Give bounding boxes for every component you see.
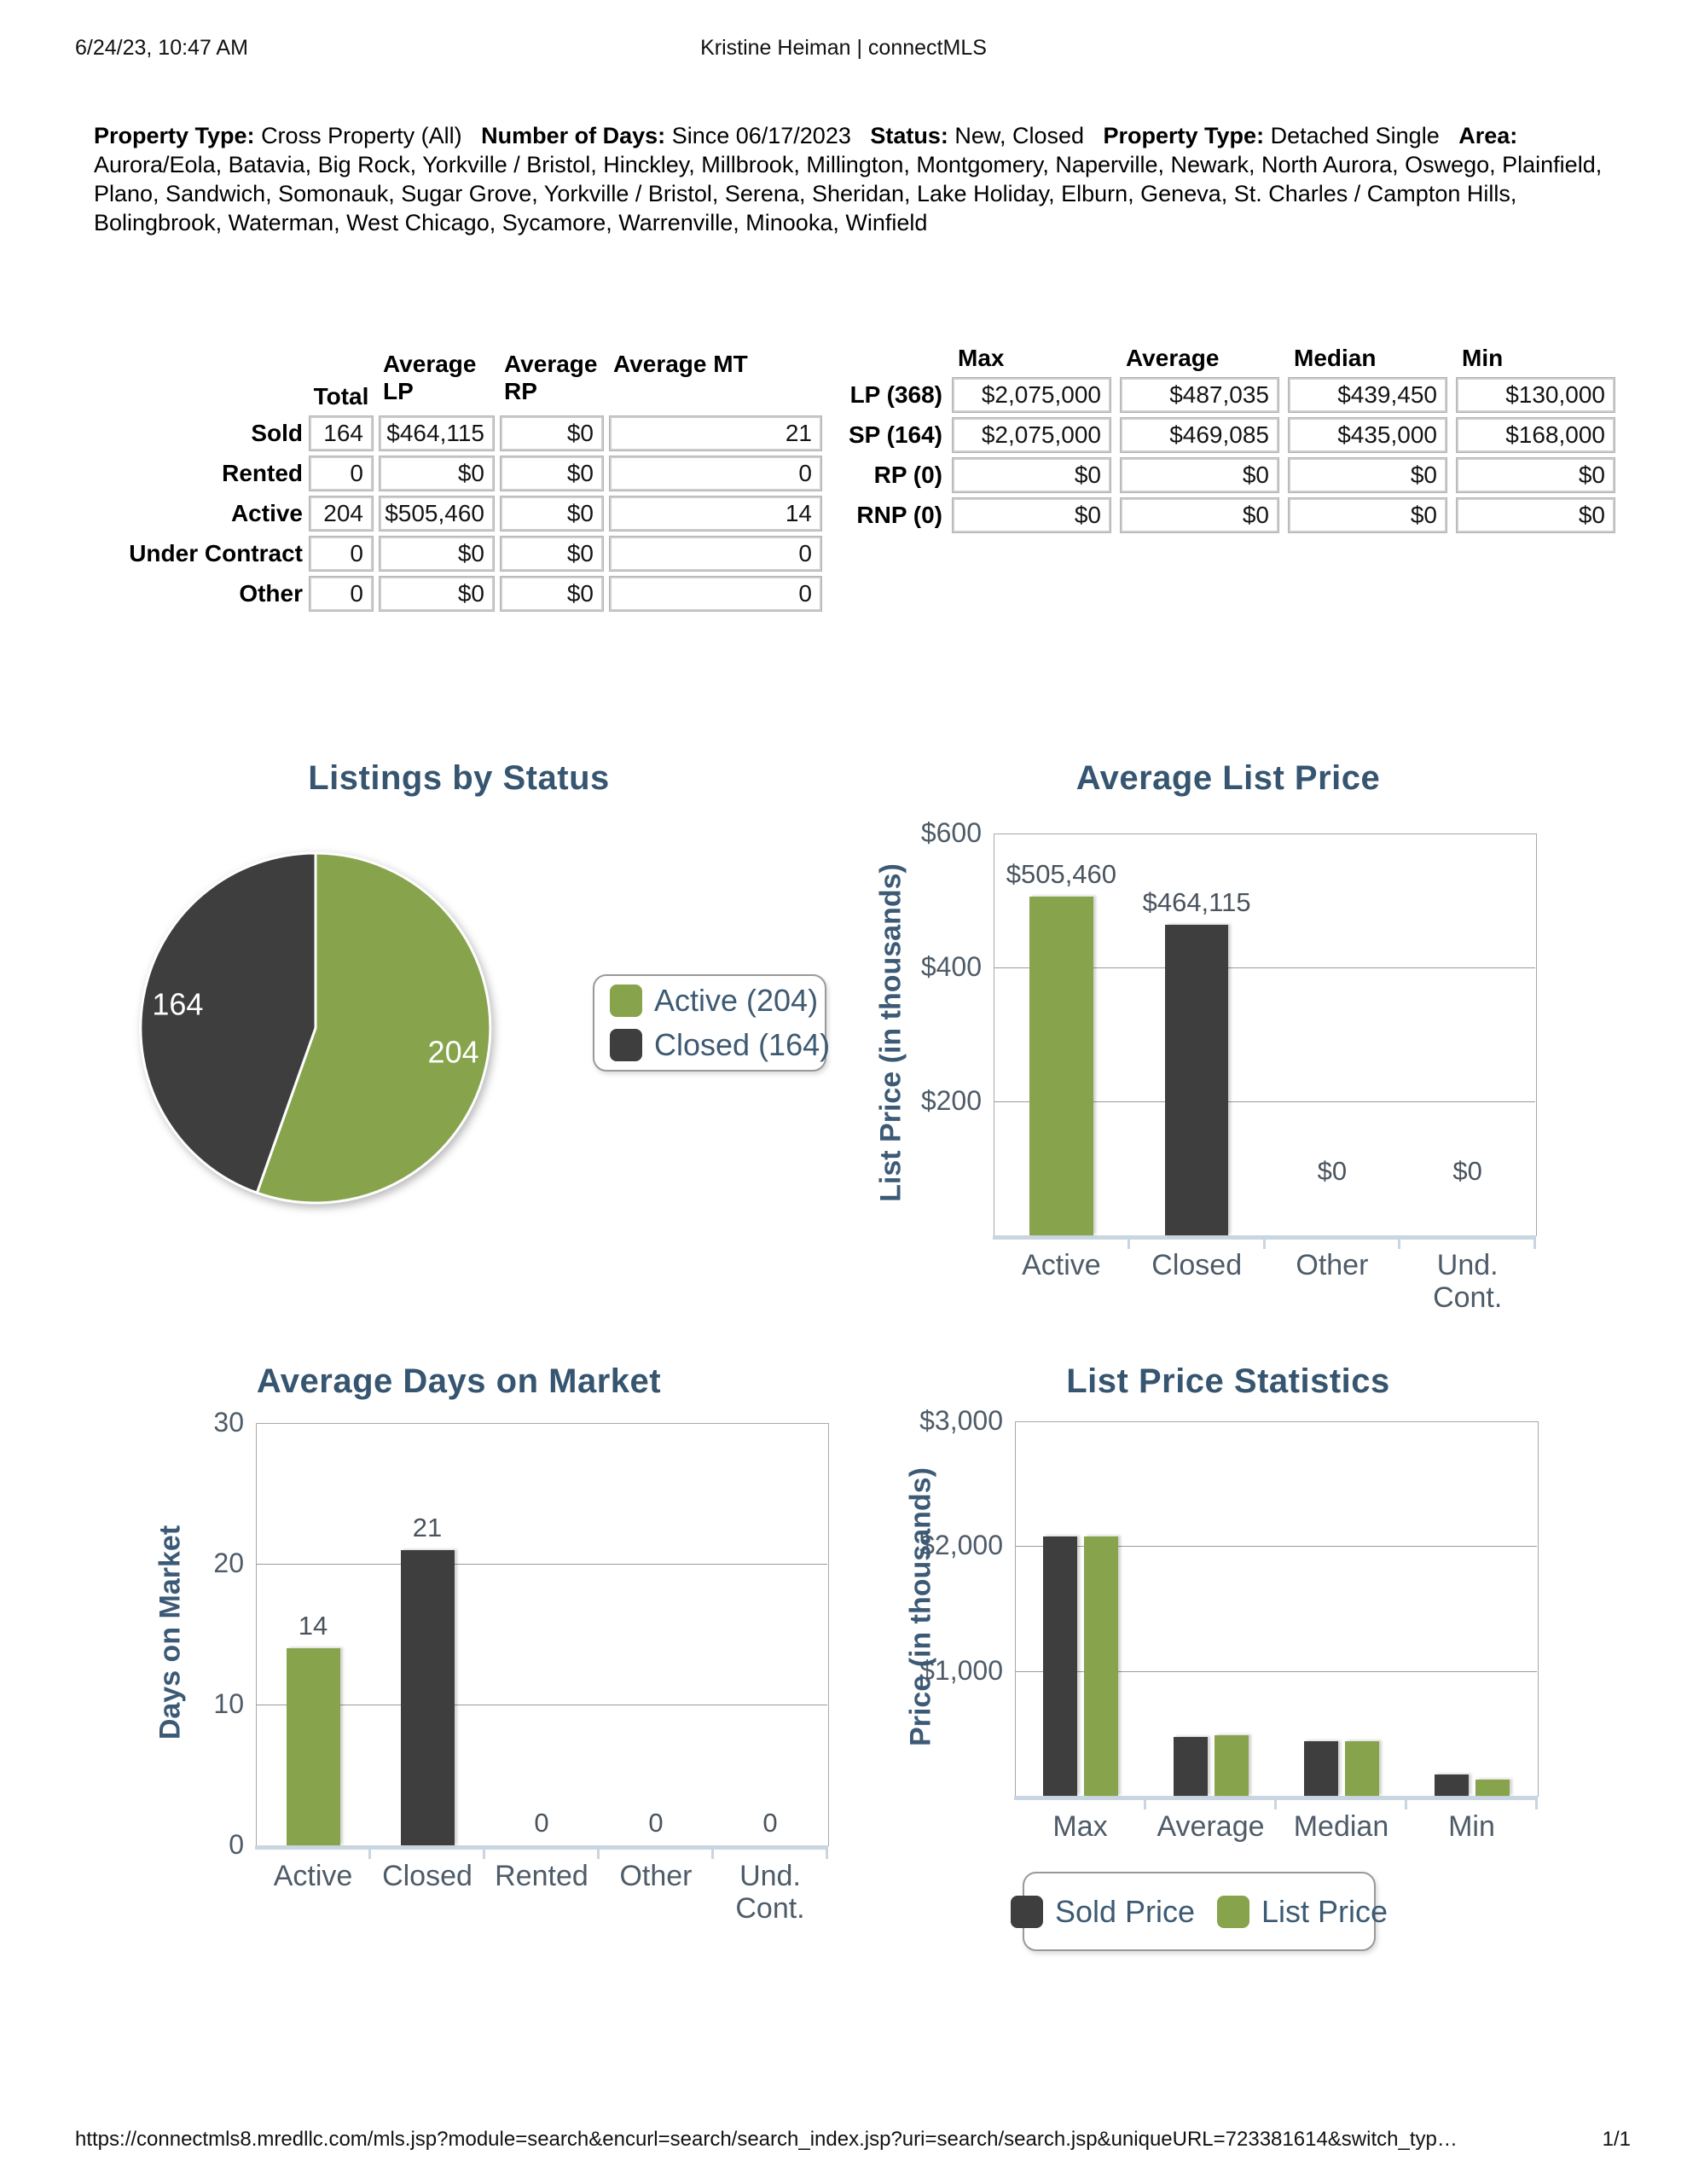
cell-rented-average-rp: $0: [501, 456, 603, 491]
criteria-label: Property Type:: [94, 123, 255, 148]
row-label-lp-368: LP (368): [849, 381, 942, 408]
x-category-label-closed: Closed: [1151, 1249, 1243, 1281]
x-axis-tick: [1398, 1240, 1400, 1249]
bar-value-label-und-cont: $0: [1452, 1156, 1482, 1186]
criteria-value: New, Closed: [954, 123, 1084, 148]
chart-listings-by-status: [75, 751, 843, 1246]
legend-swatch-list-price: [1217, 1896, 1249, 1928]
y-tick-label-20: 20: [213, 1548, 244, 1578]
cell-sold-average-mt: 21: [610, 416, 821, 450]
criteria-group: [481, 123, 851, 148]
cell-active-average-rp: $0: [501, 497, 603, 531]
x-category-label-active: Active: [273, 1860, 353, 1892]
chart-title-average-days-on-market: Average Days on Market: [256, 1362, 662, 1400]
pie-slice-label-active: 204: [427, 1034, 479, 1070]
bar-median-list-price: [1345, 1741, 1379, 1796]
column-header-average-mt: Average MT: [613, 351, 748, 377]
x-category-label-min: Min: [1448, 1810, 1495, 1843]
print-timestamp: 6/24/23, 10:47 AM: [75, 36, 248, 60]
bar-average-list-price: [1215, 1735, 1249, 1796]
y-tick-label-0: 0: [229, 1829, 244, 1860]
column-header-median: Median: [1294, 345, 1377, 371]
gridline-20: [257, 1564, 827, 1565]
legend-label: Sold Price: [1054, 1893, 1196, 1929]
cell-rnp-0-min: $0: [1457, 498, 1615, 532]
criteria-value: Aurora/Eola, Batavia, Big Rock, Yorkville / Bristol, Hinckley, Millbrook, Millington, Montgomery, Naperville, Newark, North Aurora, Oswego, Plainfield, Plano, Sandwich, Somonauk, Sugar Grove, Yorkville / Bristol, Serena, Sheridan, Lake Holiday, Elburn, Geneva, St. Charles / Campton Hills, Bolingbrook, Waterman, West Chicago, Sycamore, Warrenville, Minooka, Winfield: [94, 152, 1603, 235]
cell-rnp-0-median: $0: [1289, 498, 1446, 532]
legend-item-closed-164: [610, 1027, 830, 1063]
criteria-group: [1104, 123, 1440, 148]
cell-sold-total: 164: [310, 416, 373, 450]
bar-min-list-price: [1475, 1780, 1510, 1796]
cell-under-contract-average-lp: $0: [380, 537, 494, 571]
legend-swatch-sold-price: [1011, 1896, 1043, 1928]
criteria-label: Number of Days:: [481, 123, 666, 148]
cell-rp-0-median: $0: [1289, 458, 1446, 492]
cell-sp-164-median: $435,000: [1289, 418, 1446, 452]
bar-value-label-active: 14: [298, 1611, 328, 1641]
row-label-active: Active: [230, 500, 303, 526]
bar-value-label-closed: $464,115: [1142, 886, 1251, 917]
footer-url: https://connectmls8.mredllc.com/mls.jsp?module=search&encurl=search/search_index.jsp?uri=search/search.jsp&uniqueURL=723381614&switch_typ…: [75, 2128, 1458, 2151]
row-label-rp-0: RP (0): [873, 462, 942, 488]
cell-under-contract-total: 0: [310, 537, 373, 571]
row-label-rented: Rented: [222, 460, 303, 486]
cell-other-average-mt: 0: [610, 577, 821, 611]
cell-sold-average-rp: $0: [501, 416, 603, 450]
criteria-label: Property Type:: [1103, 123, 1265, 148]
chart-average-days-on-market: [75, 1361, 843, 2035]
chart-average-list-price: [844, 751, 1612, 1318]
bar-value-label-rented: 0: [534, 1808, 549, 1838]
x-category-label-und-cont: Und. Cont.: [735, 1860, 805, 1925]
x-category-label-median: Median: [1293, 1810, 1389, 1843]
cell-sp-164-average: $469,085: [1121, 418, 1278, 452]
cell-sold-average-lp: $464,115: [380, 416, 494, 450]
x-axis-line: [255, 1845, 828, 1850]
y-tick-label-1-000: $1,000: [919, 1654, 1003, 1686]
row-label-sold: Sold: [251, 420, 303, 446]
cell-other-total: 0: [310, 577, 373, 611]
x-category-label-other: Other: [1296, 1249, 1369, 1281]
bar-value-label-other: 0: [648, 1808, 664, 1838]
column-header-average: Average: [1126, 345, 1220, 371]
criteria-group: [94, 123, 462, 148]
y-tick-label-600: $600: [920, 817, 982, 848]
cell-active-average-mt: 14: [610, 497, 821, 531]
legend-item-active-204: [610, 983, 818, 1019]
criteria-value: Cross Property (All): [261, 123, 462, 148]
table-corner: [832, 343, 942, 372]
bar-active: [1029, 897, 1093, 1235]
legend-label: Closed (164): [654, 1027, 831, 1062]
cell-rented-total: 0: [310, 456, 373, 491]
x-axis-tick: [1263, 1240, 1266, 1249]
x-axis-tick: [368, 1850, 371, 1859]
legend-label: Active (204): [654, 983, 819, 1018]
cell-rented-average-lp: $0: [380, 456, 494, 491]
criteria-label: Status:: [870, 123, 948, 148]
bar-active: [287, 1648, 340, 1845]
chart-title-average-list-price: Average List Price: [1075, 759, 1381, 797]
cell-other-average-rp: $0: [501, 577, 603, 611]
cell-rp-0-max: $0: [953, 458, 1110, 492]
cell-lp-368-max: $2,075,000: [953, 378, 1110, 412]
x-category-label-closed: Closed: [382, 1860, 472, 1892]
cell-active-total: 204: [310, 497, 373, 531]
y-axis-title: Price (in thousands): [904, 1467, 937, 1746]
x-category-label-rented: Rented: [495, 1860, 588, 1892]
legend-item-sold-price: [1011, 1894, 1195, 1930]
column-header-max: Max: [958, 345, 1005, 371]
bar-value-label-active: $505,460: [1006, 859, 1117, 890]
x-axis-tick: [826, 1850, 828, 1859]
page-header-title: Kristine Heiman | connectMLS: [700, 36, 987, 60]
cell-lp-368-median: $439,450: [1289, 378, 1446, 412]
search-criteria: [94, 121, 1605, 237]
bar-average-sold-price: [1174, 1737, 1208, 1796]
cell-lp-368-min: $130,000: [1457, 378, 1615, 412]
x-axis-tick: [1405, 1800, 1407, 1809]
column-header-average-rp: Average RP: [504, 351, 598, 404]
legend-swatch-closed-164: [610, 1029, 642, 1061]
column-header-total: Total: [313, 383, 369, 410]
cell-under-contract-average-rp: $0: [501, 537, 603, 571]
bar-max-sold-price: [1043, 1536, 1077, 1796]
cell-sp-164-max: $2,075,000: [953, 418, 1110, 452]
x-category-label-active: Active: [1022, 1249, 1101, 1281]
cell-rp-0-average: $0: [1121, 458, 1278, 492]
row-label-other: Other: [239, 580, 303, 607]
y-tick-label-10: 10: [213, 1688, 244, 1719]
y-axis-title: List Price (in thousands): [874, 863, 907, 1202]
column-header-average-lp: Average LP: [383, 351, 477, 404]
chart-title-listings-by-status: Listings by Status: [308, 759, 610, 797]
y-tick-label-2-000: $2,000: [919, 1530, 1003, 1561]
x-category-label-und-cont: Und. Cont.: [1433, 1249, 1503, 1314]
x-axis-tick: [1533, 1240, 1536, 1249]
chart-legend: [1023, 1872, 1388, 1951]
chart-list-price-statistics: [844, 1361, 1612, 2056]
x-axis-tick: [1274, 1800, 1277, 1809]
cell-active-average-lp: $505,460: [380, 497, 494, 531]
row-label-under-contract: Under Contract: [129, 540, 303, 566]
criteria-label: Area:: [1458, 123, 1518, 148]
footer-page-number: 1/1: [1602, 2128, 1631, 2151]
row-label-rnp-0: RNP (0): [856, 502, 942, 528]
x-axis-tick: [1535, 1800, 1538, 1809]
y-tick-label-400: $400: [920, 951, 982, 982]
row-label-sp-164: SP (164): [849, 421, 942, 448]
bar-max-list-price: [1084, 1536, 1118, 1796]
criteria-value: Detached Single: [1270, 123, 1440, 148]
bar-closed: [1165, 925, 1229, 1235]
x-axis-tick: [1128, 1240, 1130, 1249]
price-statistics-table: [832, 343, 1615, 532]
table-corner: [98, 351, 303, 410]
x-axis-tick: [711, 1850, 714, 1859]
criteria-value: Since 06/17/2023: [671, 123, 851, 148]
column-header-min: Min: [1462, 345, 1504, 371]
criteria-group: [870, 123, 1084, 148]
bar-value-label-other: $0: [1317, 1156, 1348, 1186]
chart-legend: [593, 974, 831, 1072]
bar-value-label-closed: 21: [412, 1512, 443, 1542]
y-tick-label-3-000: $3,000: [919, 1405, 1003, 1436]
cell-rnp-0-max: $0: [953, 498, 1110, 532]
legend-swatch-active-204: [610, 985, 642, 1017]
bar-min-sold-price: [1435, 1774, 1469, 1796]
x-axis-tick: [597, 1850, 600, 1859]
cell-lp-368-average: $487,035: [1121, 378, 1278, 412]
cell-under-contract-average-mt: 0: [610, 537, 821, 571]
status-summary-table: [98, 351, 821, 611]
legend-label: List Price: [1261, 1893, 1388, 1929]
x-category-label-max: Max: [1052, 1810, 1108, 1843]
legend-item-list-price: [1217, 1894, 1388, 1930]
cell-sp-164-min: $168,000: [1457, 418, 1615, 452]
y-tick-label-200: $200: [920, 1085, 982, 1116]
x-category-label-average: Average: [1157, 1810, 1265, 1843]
pie-chart: [132, 845, 499, 1211]
bar-value-label-und-cont: 0: [762, 1808, 778, 1838]
x-axis-tick: [483, 1850, 485, 1859]
cell-rp-0-min: $0: [1457, 458, 1615, 492]
cell-rented-average-mt: 0: [610, 456, 821, 491]
cell-other-average-lp: $0: [380, 577, 494, 611]
y-axis-title: Days on Market: [154, 1525, 187, 1740]
bar-closed: [401, 1550, 455, 1846]
y-tick-label-30: 30: [213, 1407, 244, 1438]
pie-slice-label-closed: 164: [152, 986, 204, 1022]
bar-median-sold-price: [1304, 1741, 1338, 1796]
chart-title-list-price-statistics: List Price Statistics: [1066, 1362, 1390, 1400]
x-axis-tick: [1144, 1800, 1146, 1809]
x-category-label-other: Other: [619, 1860, 693, 1892]
cell-rnp-0-average: $0: [1121, 498, 1278, 532]
